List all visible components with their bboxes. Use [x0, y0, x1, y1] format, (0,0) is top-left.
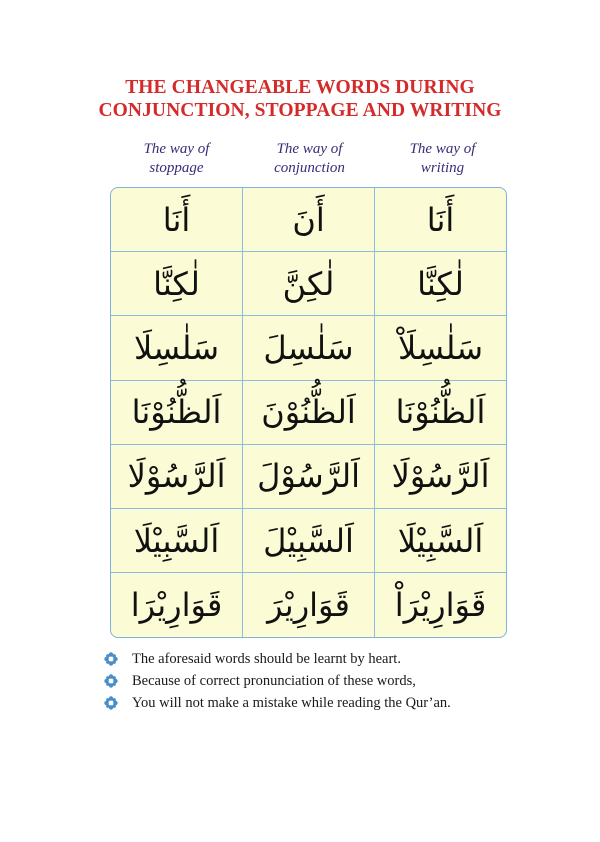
- table-row: [111, 188, 506, 252]
- header-writing: [376, 140, 509, 178]
- cell-stoppage: سَلٰسِلَا: [111, 316, 243, 379]
- list-item: [104, 670, 564, 692]
- cell-writing: اَلرَّسُوْلَا: [391, 457, 490, 496]
- cell-writing: قَوَارِيْرَاْ: [394, 586, 487, 625]
- table-row: [111, 252, 506, 316]
- cell-writing: لٰكِنَّا: [417, 264, 464, 303]
- flower-bullet-icon: [104, 674, 132, 688]
- cell-conjunction: اَلظُّنُوْنَ: [243, 381, 375, 444]
- cell-stoppage: لٰكِنَّا: [111, 252, 243, 315]
- cell-conjunction: قَوَارِيْرَ: [243, 573, 375, 637]
- flower-bullet-icon: [104, 652, 132, 666]
- table-row: [111, 509, 506, 573]
- table-row: [111, 573, 506, 637]
- cell-writing: اَلظُّنُوْنَا: [395, 393, 486, 432]
- list-item: [104, 692, 564, 714]
- note-text: Because of correct pronunciation of these words,: [132, 672, 416, 689]
- cell-writing: اَلسَّبِيْلَا: [397, 521, 484, 560]
- cell-conjunction: لٰكِنَّ: [243, 252, 375, 315]
- cell-conjunction: اَلرَّسُوْلَ: [243, 445, 375, 508]
- page-title: [0, 76, 600, 122]
- title-line-2: CONJUNCTION, STOPPAGE AND WRITING: [98, 100, 502, 121]
- table-row: [111, 316, 506, 380]
- table-row: [111, 381, 506, 445]
- words-table: [110, 187, 507, 638]
- cell-stoppage: أَنَا: [111, 188, 243, 251]
- cell-conjunction: اَلسَّبِيْلَ: [243, 509, 375, 572]
- cell-writing: أَنَا: [426, 200, 455, 239]
- title-line-1: THE CHANGEABLE WORDS DURING: [125, 77, 475, 98]
- cell-conjunction: أَنَ: [243, 188, 375, 251]
- cell-stoppage: قَوَارِيْرَا: [111, 573, 243, 637]
- cell-conjunction: سَلٰسِلَ: [243, 316, 375, 379]
- header-writing-line-1: The way of: [409, 141, 476, 157]
- header-stoppage: [110, 140, 243, 178]
- list-item: [104, 648, 564, 670]
- header-conjunction-line-1: The way of: [276, 141, 343, 157]
- column-headers: [110, 140, 509, 178]
- note-text: The aforesaid words should be learnt by heart.: [132, 650, 401, 667]
- note-text: You will not make a mistake while reading the Qur’an.: [132, 694, 451, 711]
- cell-stoppage: اَلظُّنُوْنَا: [111, 381, 243, 444]
- header-writing-line-2: writing: [420, 160, 465, 176]
- cell-stoppage: اَلسَّبِيْلَا: [111, 509, 243, 572]
- header-conjunction: [243, 140, 376, 178]
- cell-stoppage: اَلرَّسُوْلَا: [111, 445, 243, 508]
- table-row: [111, 445, 506, 509]
- flower-bullet-icon: [104, 696, 132, 710]
- cell-writing: سَلٰسِلَاْ: [397, 328, 484, 367]
- header-stoppage-line-1: The way of: [143, 141, 210, 157]
- notes-list: [104, 648, 564, 714]
- header-stoppage-line-2: stoppage: [149, 160, 204, 176]
- header-conjunction-line-2: conjunction: [274, 160, 345, 176]
